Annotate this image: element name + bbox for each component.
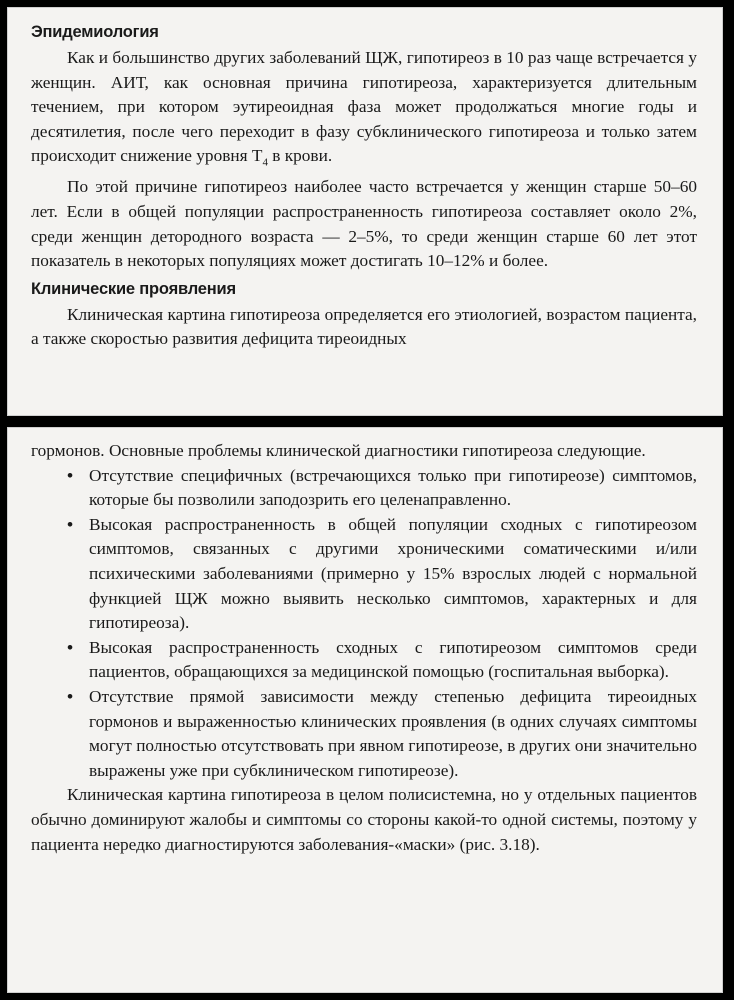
paragraph-epidemiology-2: По этой причине гипотиреоз наиболее часто встречается у женщин старше 50–60 лет. Если в общей популяции распространенность гипотиреоза составляет около 2%, среди женщин детородного возраста — 2–5%, то среди женщин старше 60 лет этот показатель в некоторых популяциях может достигать 10–12% и более. — [31, 177, 697, 271]
list-item-text: Отсутствие прямой зависимости между степенью дефицита тиреоидных гормонов и выраженностью клинических проявления (в одних случаях симптомы могут полностью отсутствовать при явном гипотиреозе, в других они значительно выражены уже при субклиническом гипотиреозе). — [89, 686, 697, 780]
page-scan-top — [8, 8, 722, 415]
paragraph-final: Клиническая картина гипотиреоза в целом полисистемна, но у отдельных пациентов обычно доминируют жалобы и симптомы со стороны какой-то одной системы, поэтому у пациента нередко диагностируются заболевания-«маски» (рис. 3.18). — [31, 785, 697, 854]
page-scan-bottom — [8, 428, 722, 992]
paragraph-epidemiology-1-text: Как и большинство других заболеваний ЩЖ, гипотиреоз в 10 раз чаще встречается у женщин. АИТ, как основная причина гипотиреоза, характеризуется длительным течением, при котором эутиреоидная фаза может продолжаться многие годы и десятилетия, после чего переходит в фазу субклинического гипотиреоза и только затем происходит снижение уровня Т — [31, 48, 697, 166]
subscript-4: 4 — [262, 156, 268, 169]
list-item-text: Высокая распространенность в общей популяции сходных с гипотиреозом симптомов, связанных с другими хроническими соматическими и/или психическими заболеваниями (примерно у 15% взрослых людей с нормальной функцией ЩЖ можно выявить несколько симптомов, характерных и для гипотиреоза). — [89, 514, 697, 633]
heading-clinical-manifestations: Клинические проявления — [31, 279, 236, 298]
paragraph-epidemiology-1-tail: в крови. — [267, 146, 333, 166]
list-item — [67, 464, 697, 513]
list-item-text: Высокая распространенность сходных с гипотиреозом симптомов среди пациентов, обращающихся за медицинской помощью (госпитальная выборка). — [89, 637, 697, 682]
paragraph-clinical-continued: гормонов. Основные проблемы клинической диагностики гипотиреоза следующие. — [31, 441, 646, 460]
bullet-icon: • — [67, 514, 74, 534]
heading-epidemiology: Эпидемиология — [31, 23, 159, 41]
bullet-icon: • — [67, 637, 74, 657]
list-item — [67, 685, 697, 783]
paragraph-epidemiology-1 — [31, 46, 697, 175]
list-item — [67, 636, 697, 685]
list-item-text: Отсутствие специфичных (встречающихся только при гипотиреозе) симптомов, которые бы позволили заподозрить его целенаправленно. — [89, 465, 697, 510]
paragraph-clinical-start: Клиническая картина гипотиреоза определяется его этиологией, возрастом пациента, а также скоростью развития дефицита тиреоидных — [31, 304, 697, 349]
bullet-icon: • — [67, 465, 74, 485]
bullet-icon: • — [67, 686, 74, 706]
problems-list — [31, 464, 697, 784]
list-item — [67, 513, 697, 636]
